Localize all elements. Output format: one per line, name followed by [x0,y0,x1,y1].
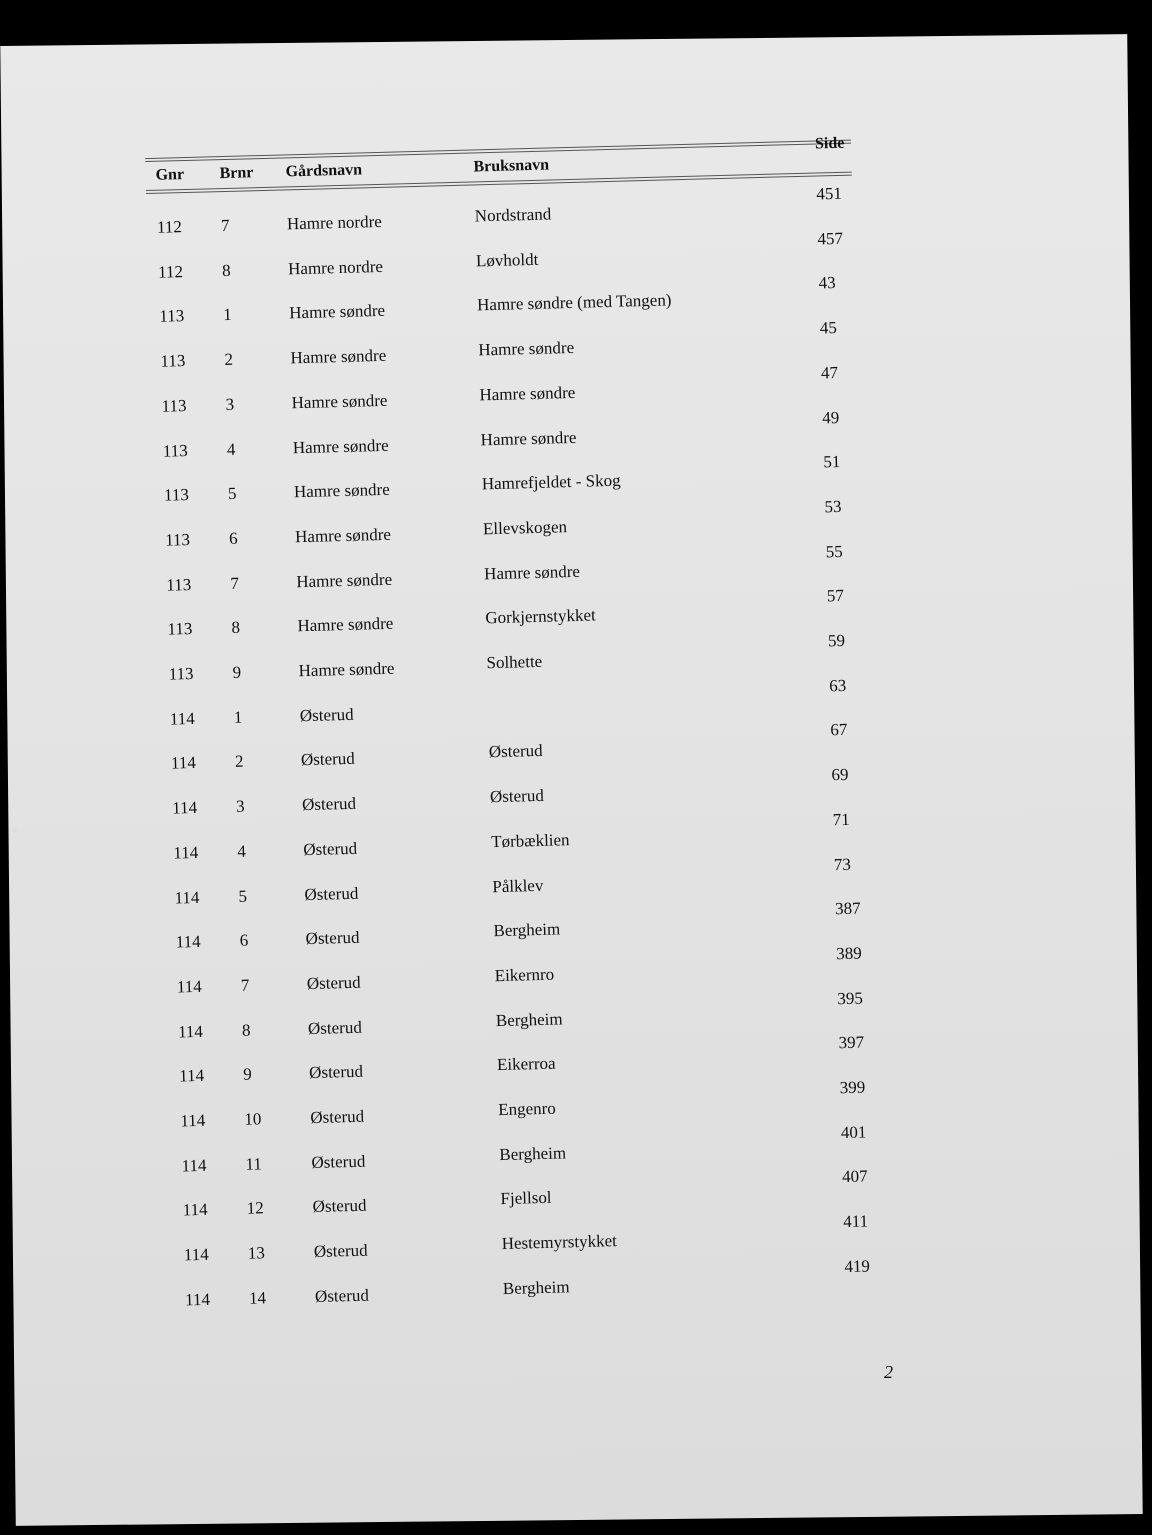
cell-gardsnavn: Hamre søndre [293,479,390,502]
cell-side: 63 [828,675,847,696]
cell-side: 407 [841,1166,868,1187]
header-gnr: Gnr [155,166,185,184]
cell-gnr: 113 [167,619,193,639]
cell-gnr: 114 [183,1244,210,1265]
table-row [18,541,878,604]
header-bruksnavn: Bruksnavn [473,156,550,176]
cell-gardsnavn: Østerud [300,749,356,770]
table-row [17,496,877,559]
cell-gnr: 113 [161,395,187,416]
cell-bruksnavn: Hamre søndre (med Tangen) [476,290,672,315]
cell-side: 43 [818,273,836,293]
cell-gnr: 113 [163,485,190,505]
cell-brnr: 7 [240,975,250,995]
header-brnr: Brnr [219,164,254,183]
cell-gardsnavn: Hamre søndre [297,614,394,636]
cell-side: 47 [820,362,839,383]
cell-gardsnavn: Hamre nordre [286,211,383,234]
cell-gardsnavn: Østerud [311,1151,366,1172]
cell-gardsnavn: Hamre søndre [298,658,395,681]
cell-brnr: 5 [227,483,237,504]
table-row [36,1211,896,1274]
cell-gardsnavn: Østerud [307,1017,363,1038]
cell-bruksnavn: Fjellsol [500,1188,552,1209]
cell-bruksnavn: Østerud [488,741,543,762]
table-row [30,988,890,1050]
cell-gardsnavn: Østerud [313,1240,368,1262]
cell-side: 45 [819,318,838,338]
cell-side: 51 [823,452,841,472]
cell-gardsnavn: Østerud [305,927,360,949]
cell-bruksnavn: Bergheim [499,1143,567,1164]
cell-brnr: 5 [238,886,248,906]
cell-brnr: 4 [226,439,236,459]
cell-gnr: 114 [173,842,199,863]
cell-side: 389 [835,943,862,964]
cell-gnr: 113 [162,440,188,461]
table-area [4,14,1152,1523]
cell-brnr: 1 [233,707,243,727]
cell-gardsnavn: Østerud [310,1106,365,1128]
cell-brnr: 8 [241,1020,251,1040]
table-row [12,318,872,380]
table-row [16,452,876,514]
cell-gnr: 114 [177,1021,204,1042]
cell-gardsnavn: Hamre søndre [292,435,389,457]
cell-gnr: 114 [171,798,198,818]
table-row [19,586,879,648]
table-row [15,407,875,470]
cell-bruksnavn: Nordstrand [474,204,552,226]
document-page [8,40,1135,1520]
cell-side: 59 [827,630,846,651]
cell-gardsnavn: Østerud [308,1061,364,1083]
cell-gnr: 113 [166,574,192,595]
cell-gnr: 114 [170,753,197,773]
cell-gnr: 113 [168,663,194,684]
table-row [22,675,882,738]
cell-side: 73 [833,854,852,874]
cell-bruksnavn: Ellevskogen [482,517,568,539]
table-row [24,764,884,827]
cell-bruksnavn: Eikernro [494,964,555,986]
cell-side: 69 [831,764,849,785]
cell-gardsnavn: Østerud [301,793,357,815]
cell-side: 55 [825,541,843,561]
cell-gardsnavn: Hamre søndre [291,390,388,413]
table-row [20,630,880,693]
cell-gnr: 114 [178,1066,205,1086]
cell-side: 387 [834,898,861,919]
cell-brnr: 6 [228,528,238,548]
cell-gardsnavn: Hamre søndre [289,301,386,323]
cell-gardsnavn: Østerud [306,972,361,994]
cell-bruksnavn: Gorkjernstykket [485,605,597,628]
cell-side: 53 [824,496,842,517]
header-gardsnavn: Gårdsnavn [285,161,363,181]
cell-gnr: 114 [176,976,202,997]
cell-gardsnavn: Østerud [303,838,358,859]
header-side: Side [814,134,845,153]
cell-bruksnavn: Østerud [489,785,545,807]
cell-gnr: 114 [175,932,201,952]
cell-brnr: 7 [220,215,230,236]
cell-side: 419 [844,1256,871,1276]
cell-bruksnavn: Eikerroa [496,1053,556,1075]
cell-gnr: 112 [157,261,184,282]
table-row [13,362,873,425]
table-row [9,183,869,246]
cell-gardsnavn: Østerud [312,1196,367,1217]
table-row [25,809,885,872]
cell-side: 401 [840,1122,867,1142]
cell-bruksnavn: Pålklev [492,875,544,896]
cell-gardsnavn: Hamre søndre [296,569,393,591]
cell-gardsnavn: Østerud [299,704,354,725]
cell-bruksnavn: Hamre søndre [483,561,581,583]
cell-side: 451 [816,183,843,204]
cell-bruksnavn: Hestemyrstykket [501,1231,618,1254]
cell-gnr: 114 [174,887,200,908]
cell-brnr: 9 [242,1064,252,1085]
cell-brnr: 12 [246,1198,264,1219]
cell-brnr: 9 [232,662,242,682]
cell-brnr: 8 [221,260,231,280]
table-row [37,1256,897,1319]
table-row [10,228,870,291]
cell-brnr: 3 [235,796,245,816]
cell-bruksnavn: Engenro [497,1098,557,1120]
cell-brnr: 2 [224,349,234,370]
cell-side: 57 [826,586,845,606]
cell-bruksnavn: Hamre søndre [479,382,576,405]
cell-brnr: 7 [230,573,240,593]
cell-gnr: 113 [164,529,191,550]
cell-brnr: 8 [231,618,241,638]
cell-brnr: 13 [247,1243,266,1263]
cell-gardsnavn: Østerud [304,883,359,904]
cell-gardsnavn: Østerud [314,1285,370,1306]
table-row [31,1032,891,1095]
cell-brnr: 11 [245,1154,263,1174]
table-row [28,898,888,961]
cell-brnr: 14 [248,1288,267,1308]
cell-gnr: 114 [182,1200,208,1220]
cell-side: 49 [821,407,840,427]
cell-side: 457 [817,228,844,249]
cell-gnr: 114 [180,1110,206,1131]
cell-gnr: 114 [184,1289,211,1310]
cell-bruksnavn: Hamrefjeldet - Skog [481,470,621,494]
cell-brnr: 3 [225,394,235,414]
cell-gnr: 112 [156,217,183,237]
header-top-rule [145,140,851,159]
cell-brnr: 1 [223,305,233,325]
cell-gardsnavn: Hamre søndre [290,345,387,368]
table-row [32,1077,892,1140]
cell-bruksnavn: Løvholdt [475,249,539,271]
cell-bruksnavn: Bergheim [495,1009,563,1030]
cell-gnr: 114 [181,1155,207,1176]
cell-side: 395 [837,988,864,1008]
cell-side: 411 [842,1211,869,1232]
cell-brnr: 6 [239,930,249,951]
table-row [26,854,886,916]
cell-brnr: 4 [237,841,247,861]
cell-side: 71 [832,809,850,830]
cell-side: 67 [830,720,848,740]
cell-side: 397 [838,1032,865,1053]
cell-bruksnavn: Bergheim [493,919,561,941]
cell-bruksnavn: Bergheim [502,1277,570,1298]
cell-gnr: 113 [160,351,186,371]
cell-gnr: 113 [159,306,185,327]
table-row [29,943,889,1006]
page-number: 2 [884,1362,893,1382]
table-row [23,720,883,782]
cell-bruksnavn: Hamre søndre [478,337,575,360]
cell-brnr: 10 [244,1109,262,1129]
cell-brnr: 2 [234,752,244,772]
table-row [35,1166,895,1229]
cell-bruksnavn: Solhette [486,651,543,673]
cell-gnr: 114 [169,708,195,729]
table-row [33,1122,893,1185]
cell-gardsnavn: Hamre nordre [287,256,384,279]
cell-gardsnavn: Hamre søndre [294,524,392,547]
table-row [11,273,871,336]
cell-bruksnavn: Tørbæklien [490,829,570,852]
cell-side: 399 [839,1077,866,1098]
cell-bruksnavn: Hamre søndre [480,427,577,449]
